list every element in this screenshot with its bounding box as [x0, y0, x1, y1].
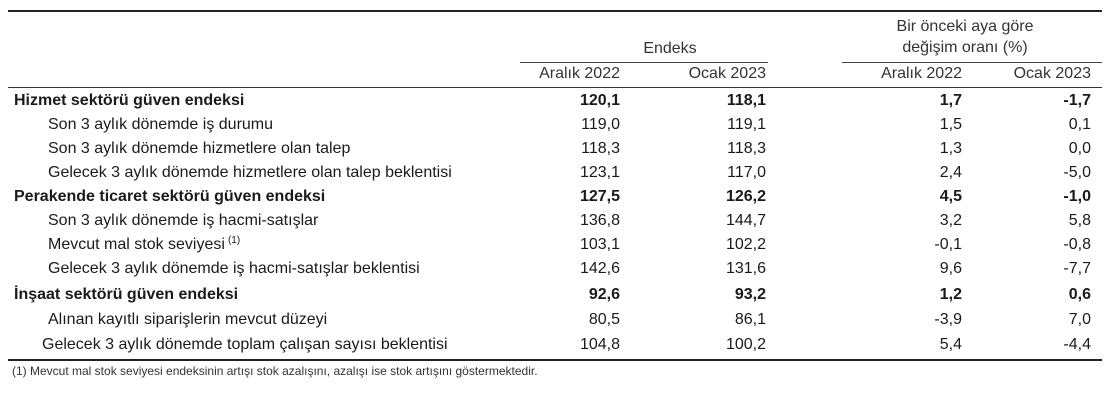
- value-ocak-2023: 118,3: [727, 140, 766, 157]
- table-row: [0, 161, 1110, 185]
- value-ocak-2023: 100,2: [725, 336, 766, 353]
- change-ocak-2023: 0,0: [1068, 140, 1091, 157]
- footnote-marker: (1): [227, 234, 241, 246]
- value-aralik-2022: 92,6: [588, 286, 620, 303]
- value-aralik-2022: 123,1: [579, 164, 620, 181]
- value-ocak-2023: 126,2: [725, 188, 766, 205]
- col-header-change-aralik-2022: Aralık 2022: [881, 65, 962, 82]
- change-aralik-2022: -3,9: [934, 311, 962, 328]
- value-ocak-2023: 131,6: [725, 260, 766, 277]
- table-row: [0, 185, 1110, 209]
- row-label-text: Mevcut mal stok seviyesi: [48, 236, 225, 253]
- change-ocak-2023: -4,4: [1063, 336, 1091, 353]
- value-aralik-2022: 120,1: [579, 92, 620, 109]
- change-header-line2: değişim oranı (%): [902, 39, 1028, 56]
- footnote: (1) Mevcut mal stok seviyesi endeksinin artışı stok azalışını, azalışı ise stok artışını göstermektedir.: [12, 364, 538, 378]
- endeks-underline: [520, 62, 768, 63]
- change-ocak-2023: -0,8: [1063, 236, 1091, 253]
- value-aralik-2022: 104,8: [579, 336, 620, 353]
- row-label: Alınan kayıtlı siparişlerin mevcut düzeyi: [48, 311, 328, 328]
- value-ocak-2023: 102,2: [725, 236, 766, 253]
- value-ocak-2023: 118,1: [726, 92, 766, 109]
- change-aralik-2022: 5,4: [939, 336, 962, 353]
- change-ocak-2023: 0,6: [1068, 286, 1091, 303]
- top-rule: [8, 10, 1102, 12]
- change-aralik-2022: 4,5: [939, 188, 962, 205]
- value-aralik-2022: 103,1: [579, 236, 620, 253]
- row-label: Gelecek 3 aylık dönemde hizmetlere olan talep beklentisi: [48, 164, 452, 181]
- row-label: İnşaat sektörü güven endeksi: [14, 286, 239, 303]
- table-row: [0, 233, 1110, 257]
- table-row: [0, 137, 1110, 161]
- table-row: [0, 283, 1110, 307]
- value-aralik-2022: 119,0: [581, 116, 620, 133]
- change-ocak-2023: -7,7: [1063, 260, 1091, 277]
- row-label: Gelecek 3 aylık dönemde iş hacmi-satışlar beklentisi: [48, 260, 420, 277]
- row-label: [48, 233, 240, 257]
- col-header-aralik-2022: Aralık 2022: [539, 65, 620, 82]
- change-aralik-2022: 2,4: [939, 164, 962, 181]
- value-aralik-2022: 136,8: [579, 212, 620, 229]
- row-label: Gelecek 3 aylık dönemde toplam çalışan sayısı beklentisi: [42, 336, 448, 353]
- value-ocak-2023: 117,0: [727, 164, 766, 181]
- row-label: Son 3 aylık dönemde iş hacmi-satışlar: [48, 212, 319, 229]
- table-row: [0, 257, 1110, 281]
- change-aralik-2022: 1,2: [939, 286, 962, 303]
- change-aralik-2022: 3,2: [939, 212, 962, 229]
- endeks-header: Endeks: [643, 40, 697, 57]
- col-header-change-ocak-2023: Ocak 2023: [1013, 65, 1091, 82]
- value-aralik-2022: 80,5: [588, 311, 620, 328]
- change-aralik-2022: 1,5: [939, 116, 962, 133]
- change-ocak-2023: -5,0: [1063, 164, 1091, 181]
- change-header-line1: Bir önceki aya göre: [896, 18, 1034, 35]
- change-underline: [842, 62, 1102, 63]
- col-header-ocak-2023: Ocak 2023: [688, 65, 766, 82]
- row-label: Perakende ticaret sektörü güven endeksi: [14, 188, 326, 205]
- change-aralik-2022: 1,7: [939, 92, 962, 109]
- row-label: Son 3 aylık dönemde hizmetlere olan talep: [48, 140, 351, 157]
- bottom-rule: [8, 359, 1102, 361]
- row-label: Hizmet sektörü güven endeksi: [14, 92, 245, 109]
- change-aralik-2022: 1,3: [939, 140, 962, 157]
- table-row: [0, 308, 1110, 332]
- table-row: [0, 113, 1110, 137]
- change-aralik-2022: -0,1: [934, 236, 962, 253]
- table-row: [0, 89, 1110, 113]
- change-aralik-2022: 9,6: [939, 260, 962, 277]
- value-ocak-2023: 93,2: [734, 286, 766, 303]
- header-rule: [8, 87, 1102, 88]
- change-ocak-2023: 5,8: [1068, 212, 1091, 229]
- table-row: [0, 333, 1110, 357]
- change-ocak-2023: 0,1: [1068, 116, 1091, 133]
- value-ocak-2023: 144,7: [725, 212, 766, 229]
- value-ocak-2023: 119,1: [727, 116, 766, 133]
- value-ocak-2023: 86,1: [734, 311, 766, 328]
- table-row: [0, 209, 1110, 233]
- value-aralik-2022: 127,5: [579, 188, 620, 205]
- row-label: Son 3 aylık dönemde iş durumu: [48, 116, 274, 133]
- change-ocak-2023: -1,7: [1063, 92, 1091, 109]
- value-aralik-2022: 142,6: [579, 260, 620, 277]
- change-ocak-2023: 7,0: [1068, 311, 1091, 328]
- value-aralik-2022: 118,3: [581, 140, 620, 157]
- change-ocak-2023: -1,0: [1063, 188, 1091, 205]
